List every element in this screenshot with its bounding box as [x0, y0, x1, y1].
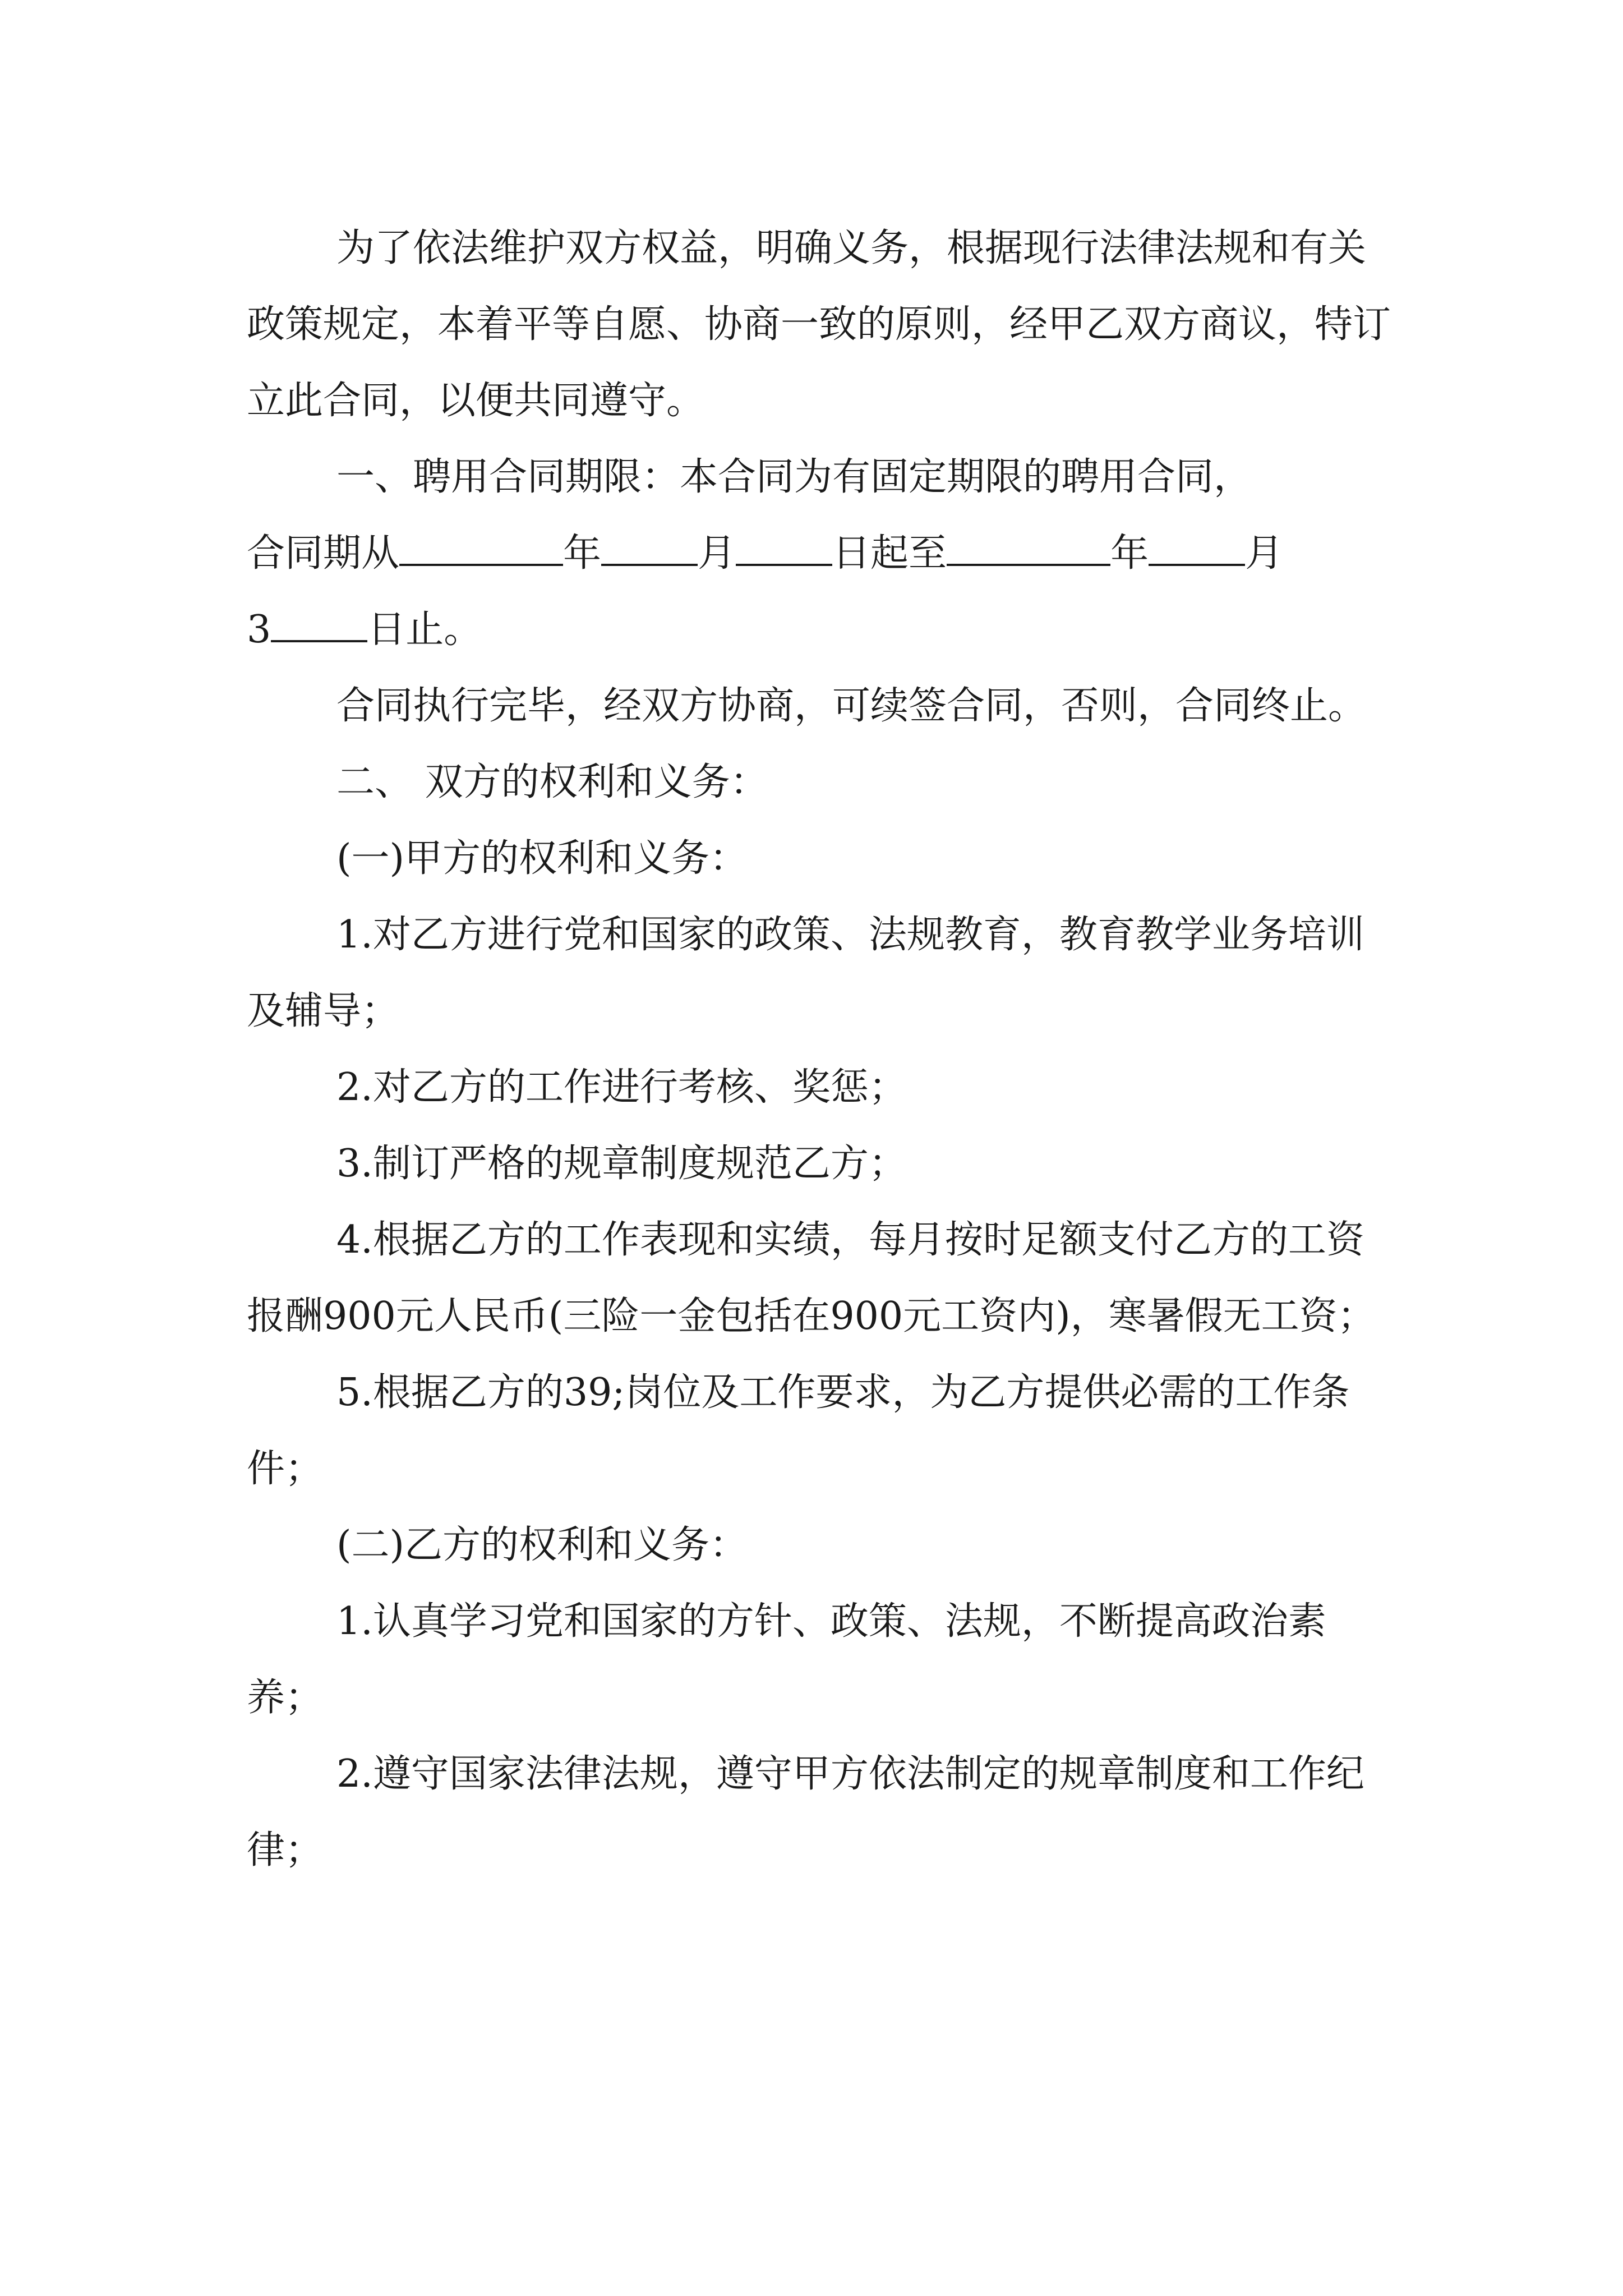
blank-end-month[interactable]	[1149, 530, 1245, 566]
blank-start-year[interactable]	[399, 530, 563, 566]
paragraph-rights-heading: 二、 双方的权利和义务：	[336, 760, 768, 804]
paragraph-preamble: 为了依法维护双方权益，明确义务，根据现行法律法规和有关政策规定，本着平等自愿、协商一致的原则，经甲乙双方商议，特订立此合同，以便共同遵守。	[247, 226, 1391, 423]
paragraph-party-b-item-2: 2.遵守国家法律法规，遵守甲方依法制定的规章制度和工作纪律；	[247, 1752, 1364, 1872]
blank-start-month[interactable]	[601, 530, 698, 566]
paragraph-party-a-item-3: 3.制订严格的规章制度规范乙方；	[336, 1142, 907, 1186]
term-year: 年	[563, 531, 602, 576]
term-day-to: 日起至	[832, 531, 947, 576]
blank-end-day[interactable]	[271, 606, 367, 642]
paragraph-party-b-item-1: 1.认真学习党和国家的方针、政策、法规，不断提高政治素养；	[247, 1599, 1326, 1720]
term-month: 月	[698, 531, 736, 576]
paragraph-party-a-item-1: 1.对乙方进行党和国家的政策、法规教育，教育教学业务培训及辅导；	[247, 913, 1364, 1033]
term-end: 日止。	[367, 608, 482, 652]
term-prefix: 合同期从	[247, 531, 400, 576]
paragraph-party-a-heading: (一)甲方的权利和义务：	[336, 836, 748, 881]
blank-end-year[interactable]	[947, 530, 1110, 566]
term-line3-prefix: 3	[247, 608, 271, 652]
term-month-2: 月	[1245, 531, 1284, 576]
term-heading-text: 一、聘用合同期限：本合同为有固定期限的聘用合同，	[336, 455, 1252, 499]
term-year-2: 年	[1110, 531, 1149, 576]
paragraph-party-a-item-2: 2.对乙方的工作进行考核、奖惩；	[336, 1065, 907, 1110]
paragraph-term-heading	[247, 439, 1391, 668]
blank-start-day[interactable]	[736, 530, 832, 566]
paragraph-renewal: 合同执行完毕，经双方协商，可续签合同，否则，合同终止。	[336, 684, 1367, 728]
paragraph-party-a-item-4: 4.根据乙方的工作表现和实绩，每月按时足额支付乙方的工资报酬900元人民币(三险一金包括在900元工资内)，寒暑假无工资；	[247, 1218, 1376, 1338]
document-body	[247, 210, 1391, 1889]
paragraph-party-a-item-5: 5.根据乙方的39;岗位及工作要求，为乙方提供必需的工作条件；	[247, 1370, 1350, 1491]
paragraph-party-b-heading: (二)乙方的权利和义务：	[336, 1523, 748, 1567]
